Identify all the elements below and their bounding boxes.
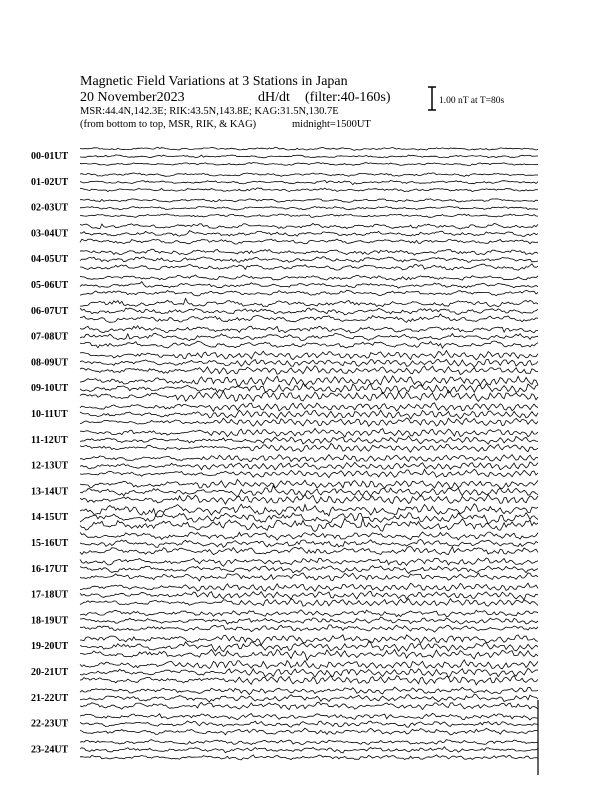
trace-msr <box>80 755 538 760</box>
row-label: 00-01UT <box>31 151 69 162</box>
trace-msr <box>80 188 538 192</box>
hour-row <box>31 740 538 760</box>
row-label: 12-13UT <box>31 460 69 472</box>
row-label: 06-07UT <box>31 305 69 317</box>
hour-row <box>31 403 538 427</box>
trace-rik <box>80 642 538 652</box>
trace-msr <box>80 418 538 426</box>
trace-rik <box>80 721 538 727</box>
trace-rik <box>80 257 538 263</box>
quantity-label: dH/dt <box>258 90 290 105</box>
stations-label: MSR:44.4N,142.3E; RIK:43.5N,143.8E; KAG:31.5N,130.7E <box>80 106 339 117</box>
trace-kag <box>80 635 538 645</box>
trace-kag <box>80 199 538 203</box>
hour-row <box>31 610 538 632</box>
hour-row <box>31 660 538 685</box>
scale-bar <box>428 87 504 110</box>
row-label: 01-02UT <box>31 176 69 188</box>
trace-rik <box>80 180 538 184</box>
trace-kag <box>80 713 538 720</box>
trace-kag <box>80 249 538 255</box>
hour-row <box>31 298 538 322</box>
row-label: 03-04UT <box>31 228 69 240</box>
hour-row <box>31 480 538 505</box>
trace-kag <box>80 403 538 412</box>
hour-row <box>31 504 538 532</box>
trace-rik <box>80 384 538 394</box>
order-note: (from bottom to top, MSR, RIK, & KAG) <box>80 119 257 130</box>
trace-kag <box>80 504 538 516</box>
trace-msr <box>80 649 538 660</box>
trace-rik <box>80 668 538 677</box>
hour-row <box>31 275 538 296</box>
trace-msr <box>80 494 538 504</box>
trace-msr <box>80 546 538 554</box>
trace-kag <box>80 687 538 694</box>
trace-msr <box>80 599 538 607</box>
chart-title: Magnetic Field Variations at 3 Stations in Japan <box>80 74 348 89</box>
trace-rik <box>80 462 538 470</box>
trace-rik <box>80 566 538 574</box>
date-label: 20 November2023 <box>80 90 185 105</box>
row-label: 18-19UT <box>31 615 69 627</box>
row-label: 14-15UT <box>31 512 69 524</box>
row-label: 08-09UT <box>31 357 69 369</box>
trace-rik <box>80 308 538 315</box>
trace-rik <box>80 436 538 444</box>
row-label: 04-05UT <box>31 254 69 266</box>
row-label: 16-17UT <box>31 563 69 575</box>
row-label: 15-16UT <box>31 538 69 549</box>
row-label: 07-08UT <box>31 331 69 343</box>
trace-rik <box>80 410 538 419</box>
trace-kag <box>80 558 538 566</box>
trace-rik <box>80 333 538 340</box>
trace-kag <box>80 147 538 150</box>
trace-msr <box>80 366 538 375</box>
trace-msr <box>80 573 538 581</box>
hour-row <box>31 326 538 349</box>
hour-row <box>31 147 538 165</box>
trace-msr <box>80 214 538 217</box>
row-label: 10-11UT <box>31 409 68 420</box>
trace-msr <box>80 728 538 735</box>
trace-rik <box>80 206 538 210</box>
row-label: 20-21UT <box>31 667 69 678</box>
filter-label: (filter:40-160s) <box>305 90 391 105</box>
trace-kag <box>80 429 538 438</box>
row-label: 21-22UT <box>31 692 69 704</box>
hour-row <box>31 173 538 192</box>
trace-rik <box>80 591 538 600</box>
trace-kag <box>80 660 538 669</box>
hour-row <box>31 455 538 478</box>
row-label: 02-03UT <box>31 202 69 214</box>
trace-msr <box>80 675 538 685</box>
midnight-note: midnight=1500UT <box>292 119 371 130</box>
trace-msr <box>80 314 538 322</box>
trace-msr <box>80 702 538 709</box>
trace-rik <box>80 282 538 289</box>
trace-kag <box>80 583 538 591</box>
row-label: 11-12UT <box>31 434 68 446</box>
trace-msr <box>80 341 538 348</box>
hour-row <box>31 351 538 375</box>
trace-rik <box>80 747 538 753</box>
trace-rik <box>80 513 538 524</box>
trace-msr <box>80 443 538 452</box>
hour-row <box>31 532 538 555</box>
trace-msr <box>80 163 538 166</box>
trace-rik <box>80 617 538 624</box>
trace-msr <box>80 469 538 478</box>
hour-row <box>31 223 538 244</box>
hour-row <box>31 376 538 402</box>
trace-kag <box>80 223 538 229</box>
hour-row <box>31 713 538 735</box>
hour-row <box>31 583 538 606</box>
chart-header <box>80 74 391 130</box>
trace-rik <box>80 231 538 237</box>
scale-bar-label: 1.00 nT at T=80s <box>439 96 505 106</box>
trace-msr <box>80 625 538 632</box>
trace-msr <box>80 264 538 270</box>
hour-row <box>31 635 538 661</box>
trace-rik <box>80 486 538 497</box>
trace-kag <box>80 173 538 177</box>
hour-row <box>31 687 538 710</box>
row-label: 13-14UT <box>31 486 69 498</box>
trace-rik <box>80 694 538 702</box>
trace-kag <box>80 610 538 617</box>
trace-rik <box>80 359 538 367</box>
trace-kag <box>80 455 538 462</box>
row-label: 22-23UT <box>31 718 69 730</box>
trace-kag <box>80 298 538 306</box>
hour-row <box>31 558 538 581</box>
trace-kag <box>80 480 538 489</box>
trace-kag <box>80 532 538 540</box>
trace-kag <box>80 740 538 745</box>
row-label: 23-24UT <box>31 744 69 756</box>
trace-msr <box>80 290 538 296</box>
hour-row <box>31 199 538 218</box>
row-label: 19-20UT <box>31 641 69 653</box>
trace-kag <box>80 275 538 280</box>
trace-rik <box>80 539 538 547</box>
hour-rows <box>31 147 538 760</box>
hour-row <box>31 249 538 270</box>
row-label: 09-10UT <box>31 383 69 395</box>
trace-msr <box>80 390 538 401</box>
trace-msr <box>80 239 538 244</box>
trace-kag <box>80 351 538 360</box>
trace-rik <box>80 155 538 158</box>
trace-kag <box>80 326 538 333</box>
row-label: 17-18UT <box>31 589 69 601</box>
hour-row <box>31 429 538 453</box>
trace-kag <box>80 376 538 386</box>
row-label: 05-06UT <box>31 280 69 291</box>
